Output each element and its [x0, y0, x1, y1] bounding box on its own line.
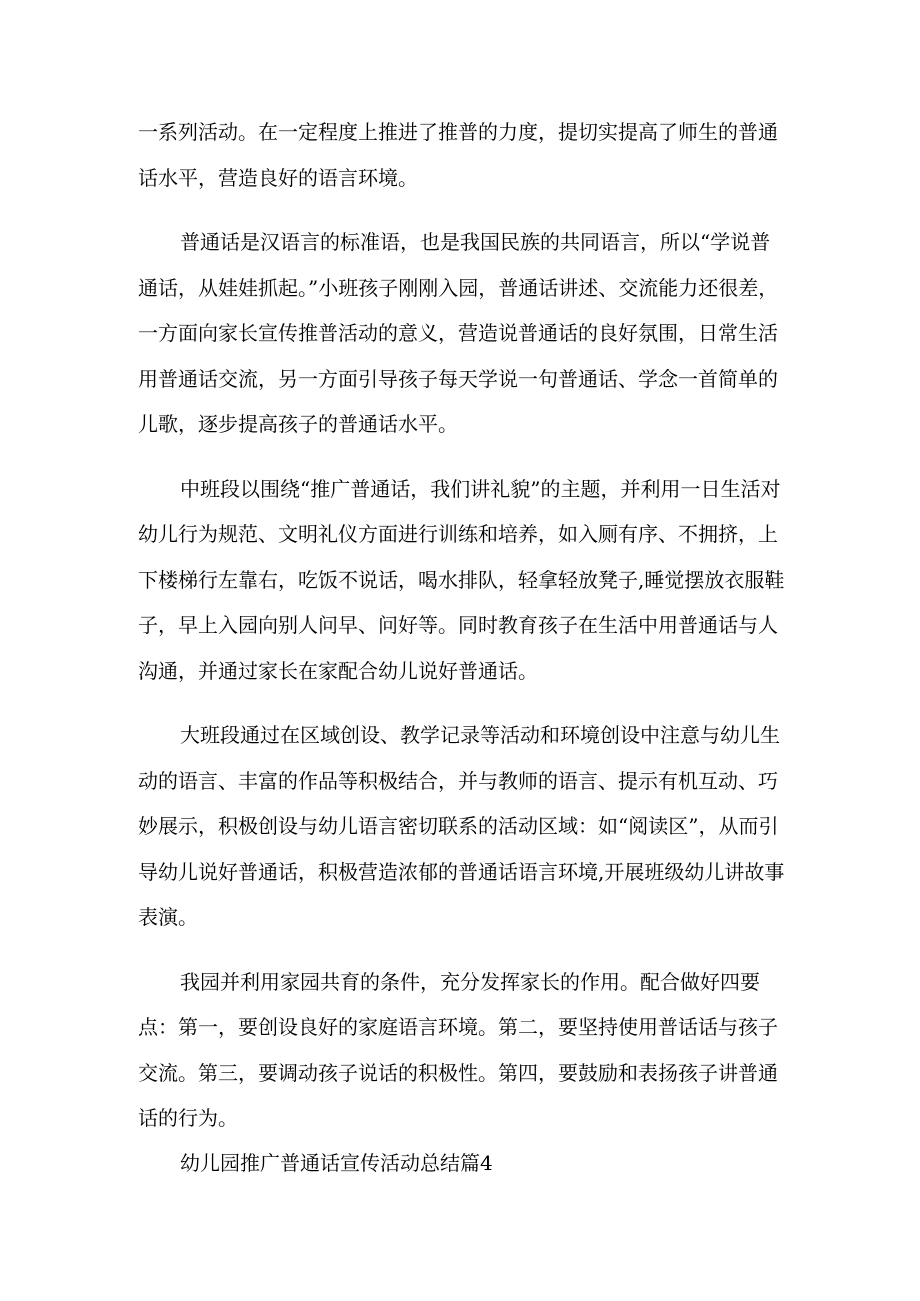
document-body [138, 110, 788, 1142]
paragraph-senior-class: 大班段通过在区域创设、教学记录等活动和环境创设中注意与幼儿生动的语言、丰富的作品等积极结合，并与教师的语言、提示有机互动、巧妙展示，积极创设与幼儿语言密切联系的活动区域：如“阅读区”，从而引导幼儿说好普通话，积极营造浓郁的普通话语言环境,开展班级幼儿讲故事表演。 [138, 723, 785, 929]
section-heading: 幼儿园推广普通话宣传活动总结篇4 [180, 1151, 493, 1175]
paragraph-middle-class: 中班段以围绕“推广普通话，我们讲礼貌”的主题，并利用一日生活对幼儿行为规范、文明礼仪方面进行训练和培养，如入厕有序、不拥挤，上下楼梯行左靠右，吃饭不说话，喝水排队，轻拿轻放凳子,睡觉摆放衣服鞋子，早上入园向别人问早、问好等。同时教育孩子在生活中用普通话与人沟通，并通过家长在家配合幼儿说好普通话。 [138, 476, 785, 683]
paragraph-home-school: 我园并利用家园共育的条件，充分发挥家长的作用。配合做好四要点：第一，要创设良好的家庭语言环境。第二，要坚持使用普话话与孩子交流。第三，要调动孩子说话的积极性。第四，要鼓励和表扬孩子讲普通话的行为。 [138, 969, 778, 1130]
paragraph-continuation: 一系列活动。在一定程度上推进了推普的力度，提切实提高了师生的普通话水平，营造良好的语言环境。 [138, 120, 778, 190]
paragraph-small-class: 普通话是汉语言的标准语，也是我国民族的共同语言，所以“学说普通话，从娃娃抓起。”小班孩子刚刚入园，普通话讲述、交流能力还很差，一方面向家长宣传推普活动的意义，营造说普通话的良好氛围，日常生活用普通话交流，另一方面引导孩子每天学说一句普通话、学念一首简单的儿歌，逐步提高孩子的普通话水平。 [138, 230, 779, 436]
